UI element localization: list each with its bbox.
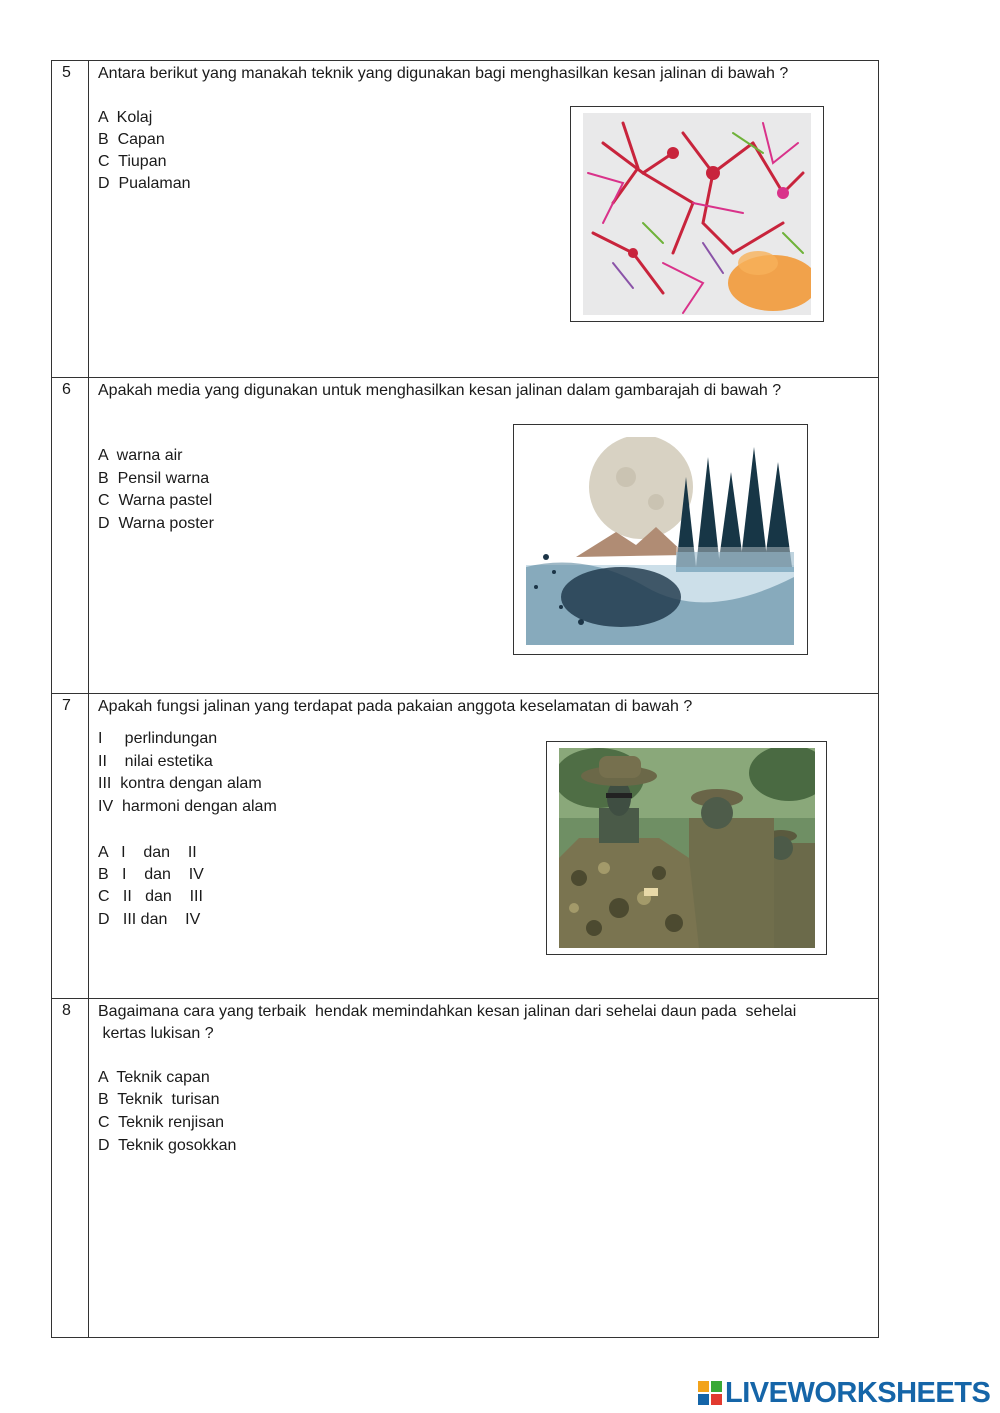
row-divider <box>52 998 878 999</box>
liveworksheets-logo-icon <box>697 1380 723 1406</box>
question-5-text: Antara berikut yang manakah teknik yang digunakan bagi menghasilkan kesan jalinan di bawah ? <box>98 65 789 82</box>
row-divider <box>52 377 878 378</box>
q5-option-a[interactable]: A Kolaj <box>98 109 153 126</box>
splatter-painting-image <box>570 106 824 322</box>
q8-option-c[interactable]: C Teknik renjisan <box>98 1114 224 1131</box>
q8-option-d[interactable]: D Teknik gosokkan <box>98 1137 237 1154</box>
row-divider <box>52 693 878 694</box>
question-number-6: 6 <box>62 381 71 398</box>
column-divider <box>88 61 89 1337</box>
question-7-text: Apakah fungsi jalinan yang terdapat pada pakaian anggota keselamatan di bawah ? <box>98 698 693 715</box>
q7-statement-4: IV harmoni dengan alam <box>98 798 277 815</box>
q8-option-a[interactable]: A Teknik capan <box>98 1069 210 1086</box>
question-number-7: 7 <box>62 697 71 714</box>
q7-option-b[interactable]: B I dan IV <box>98 866 204 883</box>
q7-statement-3: III kontra dengan alam <box>98 775 262 792</box>
camouflage-soldiers-photo <box>559 748 815 948</box>
q7-option-c[interactable]: C II dan III <box>98 888 203 905</box>
q6-option-d[interactable]: D Warna poster <box>98 515 214 532</box>
blown-ink-splatter-artwork <box>583 113 811 315</box>
question-table <box>51 60 879 1338</box>
question-6-text: Apakah media yang digunakan untuk menghasilkan kesan jalinan dalam gambarajah di bawah ? <box>98 382 782 399</box>
liveworksheets-logo <box>697 1376 990 1410</box>
q5-option-d[interactable]: D Pualaman <box>98 175 191 192</box>
q5-option-b[interactable]: B Capan <box>98 131 165 148</box>
question-number-5: 5 <box>62 64 71 81</box>
question-8-text-line2: kertas lukisan ? <box>98 1025 214 1042</box>
q5-option-c[interactable]: C Tiupan <box>98 153 167 170</box>
watercolor-moon-forest-artwork <box>526 437 794 645</box>
soldiers-photo-image <box>546 741 827 955</box>
q7-option-d[interactable]: D III dan IV <box>98 911 201 928</box>
q6-option-c[interactable]: C Warna pastel <box>98 492 213 509</box>
question-8-text-line1: Bagaimana cara yang terbaik hendak memindahkan kesan jalinan dari sehelai daun pada sehelai <box>98 1003 797 1020</box>
q7-statement-2: II nilai estetika <box>98 753 213 770</box>
moon-forest-painting-image <box>513 424 808 655</box>
q8-option-b[interactable]: B Teknik turisan <box>98 1091 220 1108</box>
q7-option-a[interactable]: A I dan II <box>98 844 197 861</box>
liveworksheets-wordmark: LIVEWORKSHEETS <box>725 1376 991 1409</box>
q6-option-b[interactable]: B Pensil warna <box>98 470 210 487</box>
question-number-8: 8 <box>62 1002 71 1019</box>
q7-statement-1: I perlindungan <box>98 730 218 747</box>
q6-option-a[interactable]: A warna air <box>98 447 183 464</box>
